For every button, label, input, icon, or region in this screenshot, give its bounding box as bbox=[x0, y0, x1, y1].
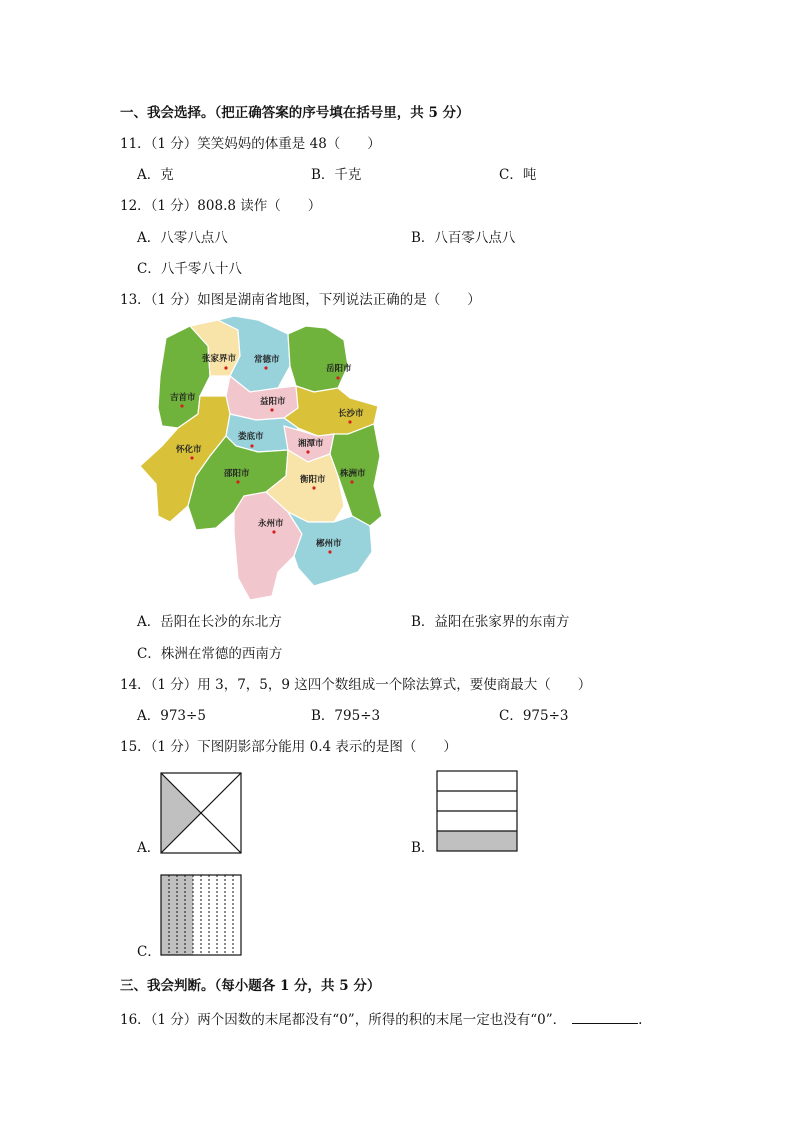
section-1-title: 一、我会选择。（把正确答案的序号填在括号里，共 5 分） bbox=[120, 105, 470, 121]
map-label-yiyang: 益阳市 bbox=[260, 397, 286, 407]
q15-option-b[interactable]: B． bbox=[411, 840, 435, 856]
q16-stem-line bbox=[120, 1011, 642, 1029]
figure-b bbox=[436, 770, 518, 852]
map-label-zhangjiajie: 张家界市 bbox=[202, 354, 237, 364]
map-label-changsha: 长沙市 bbox=[338, 409, 364, 419]
figure-c bbox=[160, 874, 242, 956]
map-label-chenzhou: 郴州市 bbox=[316, 539, 342, 549]
q12-stem: 12．（1 分）808.8 读作（ ） bbox=[120, 198, 322, 214]
q14-stem: 14．（1 分）用 3，7，5，9 这四个数组成一个除法算式，要使商最大（ ） bbox=[120, 677, 592, 693]
q11-option-c[interactable]: C．吨 bbox=[499, 167, 537, 183]
q16-answer-blank[interactable] bbox=[572, 1011, 638, 1024]
q12-option-c[interactable]: C．八千零八十八 bbox=[137, 261, 242, 277]
figure-a bbox=[160, 772, 242, 854]
q13-stem: 13．（1 分）如图是湖南省地图，下列说法正确的是（ ） bbox=[120, 292, 481, 308]
map-label-zhuzhou: 株洲市 bbox=[340, 469, 366, 479]
q16-stem: 16．（1 分）两个因数的末尾都没有“0”，所得的积的末尾一定也没有“0”． bbox=[120, 1012, 567, 1028]
q15-option-a[interactable]: A． bbox=[137, 840, 161, 856]
region-chenzhou bbox=[288, 512, 372, 586]
q14-option-a[interactable]: A．973÷5 bbox=[137, 708, 206, 724]
q15-option-c[interactable]: C． bbox=[137, 944, 161, 960]
map-label-loudi: 娄底市 bbox=[238, 432, 264, 442]
q13-option-a[interactable]: A．岳阳在长沙的东北方 bbox=[137, 614, 282, 630]
q16-end: . bbox=[638, 1012, 643, 1028]
q15-stem: 15．（1 分）下图阴影部分能用 0.4 表示的是图（ ） bbox=[120, 739, 457, 755]
q12-option-a[interactable]: A．八零八点八 bbox=[137, 230, 228, 246]
map-label-jishou: 吉首市 bbox=[170, 393, 196, 403]
q11-option-b[interactable]: B．千克 bbox=[311, 167, 362, 183]
map-label-xiangtan: 湘潭市 bbox=[298, 439, 324, 449]
map-label-changde: 常德市 bbox=[254, 355, 280, 365]
map-label-huaihua: 怀化市 bbox=[176, 445, 202, 455]
q11-option-a[interactable]: A．克 bbox=[137, 167, 174, 183]
section-3-title: 三、我会判断。（每小题各 1 分，共 5 分） bbox=[120, 978, 381, 994]
map-label-shaoyang: 邵阳市 bbox=[224, 469, 250, 479]
q14-option-b[interactable]: B．795÷3 bbox=[311, 708, 381, 724]
q14-option-c[interactable]: C．975÷3 bbox=[499, 708, 569, 724]
q13-option-c[interactable]: C．株洲在常德的西南方 bbox=[137, 646, 283, 662]
q12-option-b[interactable]: B．八百零八点八 bbox=[411, 230, 516, 246]
map-label-hengyang: 衡阳市 bbox=[300, 475, 326, 485]
q11-stem: 11．（1 分）笑笑妈妈的体重是 48（ ） bbox=[120, 136, 381, 152]
region-yueyang bbox=[288, 326, 348, 392]
map-label-yongzhou: 永州市 bbox=[258, 519, 284, 529]
q13-option-b[interactable]: B．益阳在张家界的东南方 bbox=[411, 614, 570, 630]
hunan-map bbox=[138, 316, 386, 600]
map-label-yueyang: 岳阳市 bbox=[326, 364, 352, 374]
